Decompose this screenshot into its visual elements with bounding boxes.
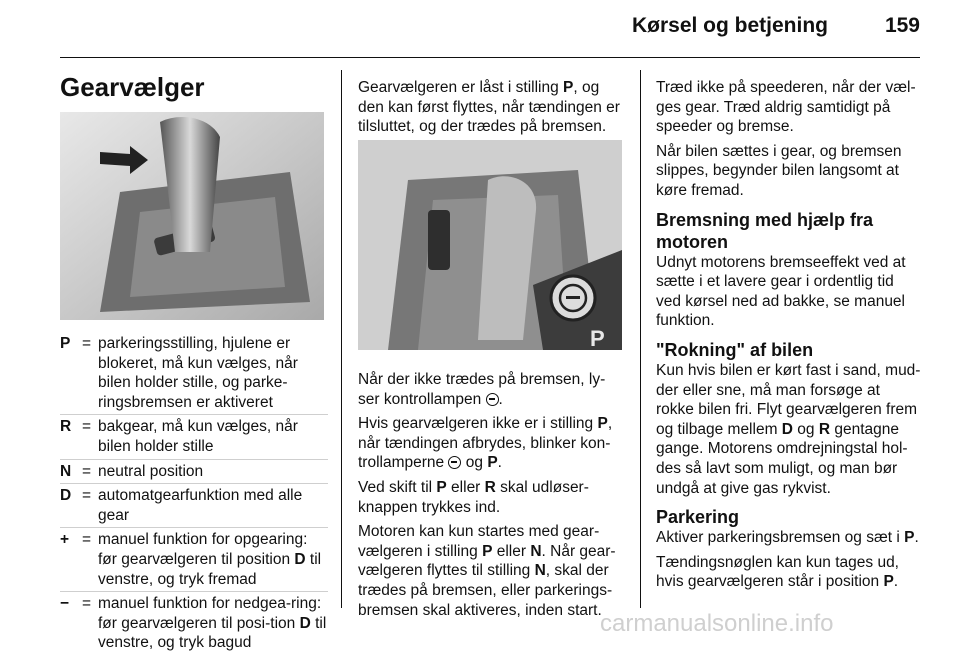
- definition-eq: =: [82, 595, 92, 613]
- column-divider-1: [341, 70, 342, 608]
- definition-eq: =: [82, 462, 92, 480]
- definition-desc-text: til venstre, og tryk bagud: [98, 614, 327, 652]
- column-2-lower: [358, 370, 624, 625]
- paragraph: Ved skift til P eller R skal udløser-knappen trykkes ind.: [358, 478, 589, 516]
- definition-row-plus: [60, 530, 328, 592]
- page-header-title: Kørsel og betjening: [631, 14, 828, 37]
- definition-eq: =: [82, 487, 92, 505]
- definition-desc: [98, 594, 328, 653]
- definition-row-p: [60, 334, 328, 415]
- paragraph: Gearvælgeren er låst i stilling P, og den kan først flyttes, når tændingen er tilsluttet, og der trædes på bremsen.: [358, 79, 620, 136]
- definition-desc: automatgearfunktion med alle gear: [98, 487, 303, 524]
- paragraph: Kun hvis bilen er kørt fast i sand, mud-der eller sne, må man forsøge at rokke bilen fri. Flyt gearvælgeren frem og tilbage mellem D og R gentagne gange. Motorens omdrejningstal hol-des så lavt som muligt, og man bør undgå at give gas rykvist.: [656, 361, 921, 497]
- definition-eq: =: [82, 531, 92, 549]
- heading-rocking: "Rokning" af bilen: [656, 339, 814, 360]
- definition-row-r: [60, 417, 328, 459]
- heading-engine-braking: Bremsning med hjælp fra motoren: [656, 209, 874, 252]
- definition-term: P: [60, 335, 71, 352]
- gear-letter: D: [294, 550, 306, 568]
- plus-icon: +: [60, 531, 70, 549]
- definition-row-d: [60, 486, 328, 528]
- definition-desc: [98, 530, 328, 589]
- minus-icon: −: [60, 595, 70, 613]
- header-rule: [60, 57, 920, 58]
- heading-parking: Parkering: [656, 507, 740, 528]
- definition-term: N: [60, 462, 72, 480]
- paragraph: Udnyt motorens bremseeffekt ved at sætte i et lavere gear i ordentlig tid ved kørsel ned ad bakke, se manuel funktion.: [656, 253, 906, 330]
- paragraph: Motoren kan kun startes med gear-vælgeren i stilling P eller N. Når gear-vælgeren flyttes til stilling N, skal der trædes på bremsen, eller parkerings-bremsen skal aktiveres, inden start.: [358, 523, 616, 619]
- definition-row-minus: [60, 594, 328, 655]
- paragraph: Når bilen sættes i gear, og bremsen slippes, begynder bilen langsomt at køre fremad.: [656, 142, 902, 199]
- definition-desc-text: manuel funktion for opgearing: før gearvælgeren til position: [98, 531, 308, 568]
- definition-eq: =: [82, 418, 92, 436]
- definition-desc: bakgear, må kun vælges, når bilen holder stille: [98, 418, 298, 455]
- paragraph: Når der ikke trædes på bremsen, ly-ser kontrollampen .: [358, 371, 606, 408]
- paragraph: Tændingsnøglen kan kun tages ud, hvis gearvælgeren står i position P.: [656, 553, 899, 591]
- definition-desc: parkeringsstilling, hjulene er blokeret, må kun vælges, når bilen holder stille, og parke-ringsbremsen er aktiveret: [98, 335, 298, 411]
- section-title: Gearvælger: [60, 72, 205, 102]
- paragraph: Aktiver parkeringsbremsen og sæt i P.: [656, 529, 919, 547]
- gear-selector-photo: [60, 112, 324, 320]
- paragraph: Træd ikke på speederen, når der væl-ges gear. Træd aldrig samtidigt på speeder og bremse.: [656, 79, 916, 136]
- definition-desc: neutral position: [98, 462, 204, 480]
- watermark: carmanualsonline.info: [600, 610, 834, 637]
- definition-term: R: [60, 418, 72, 436]
- definition-eq: =: [82, 335, 92, 352]
- column-3: [656, 78, 922, 597]
- definition-desc-text: manuel funktion for nedgea-ring: før gearvælgeren til posi-tion: [98, 595, 322, 632]
- paragraph: Hvis gearvælgeren ikke er i stilling P, når tændingen afbrydes, blinker kon-trollamperne og P.: [358, 415, 613, 472]
- page-number: 159: [884, 14, 920, 37]
- column-2: [358, 78, 624, 142]
- definition-desc-text: til venstre, og tryk fremad: [98, 550, 322, 588]
- figure-gear-label: P: [590, 326, 605, 350]
- shift-lock-photo: [358, 140, 622, 350]
- brake-control-light-icon: [486, 393, 499, 406]
- gear-definition-list: [60, 334, 328, 657]
- column-divider-2: [640, 70, 641, 608]
- brake-control-light-icon: [448, 456, 461, 469]
- definition-term: D: [60, 487, 72, 505]
- gear-letter: D: [299, 614, 311, 632]
- definition-row-n: [60, 462, 328, 485]
